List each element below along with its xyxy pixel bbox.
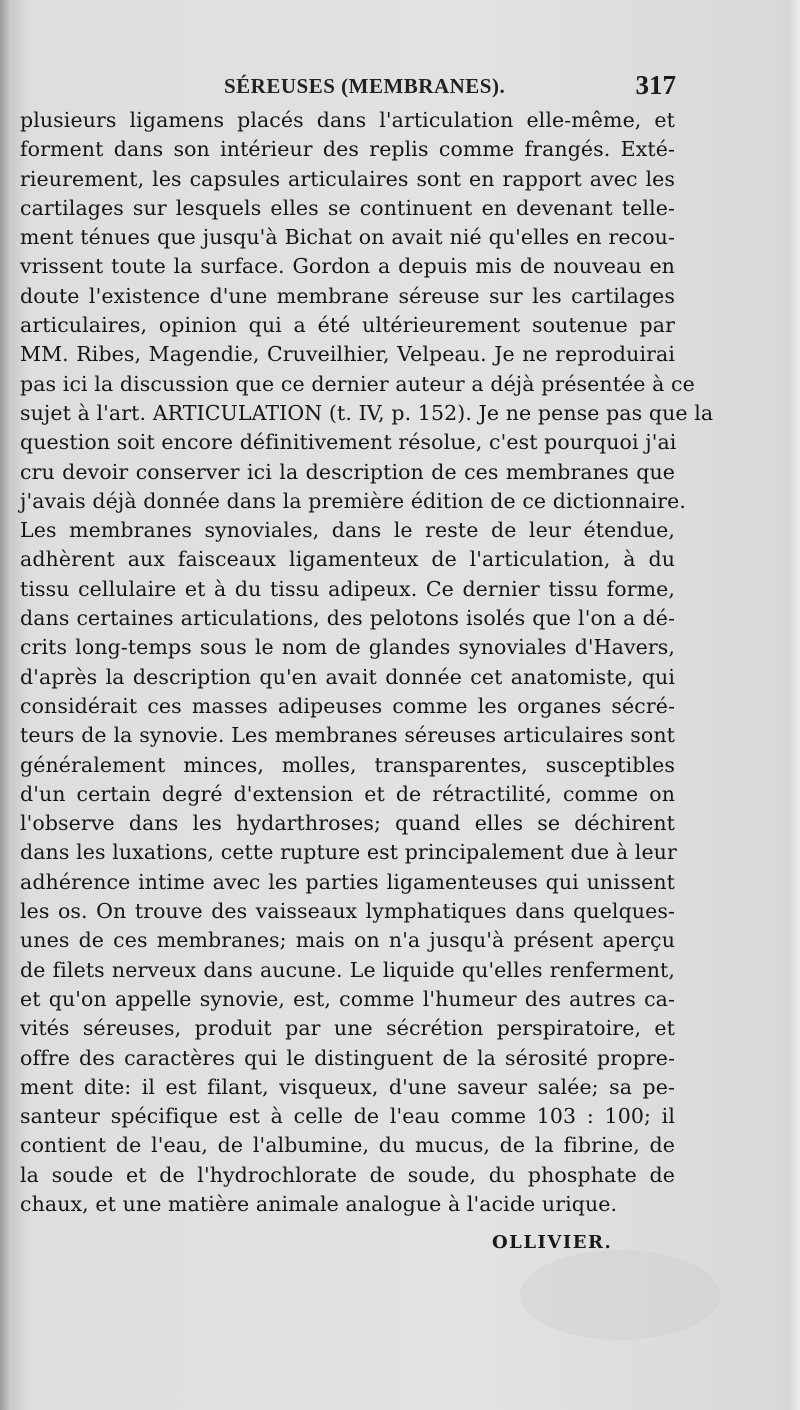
text-line: tissu cellulaire et à du tissu adipeux. Ce dernier tissu forme,	[20, 576, 675, 601]
text-line: doute l'existence d'une membrane séreuse sur les cartilages	[20, 283, 675, 308]
text-line: les os. On trouve des vaisseaux lymphatiques dans quelques-	[20, 899, 675, 924]
text-line: d'un certain degré d'extension et de rétractilité, comme on	[20, 781, 675, 806]
text-line: d'après la description qu'en avait donnée cet anatomiste, qui	[20, 664, 675, 689]
text-line: cru devoir conserver ici la description de ces membranes que	[20, 459, 675, 484]
text-line: teurs de la synovie. Les membranes séreuses articulaires sont	[20, 723, 675, 748]
text-line: la soude et de l'hydrochlorate de soude, du phosphate de	[20, 1162, 675, 1187]
text-line: et qu'on appelle synovie, est, comme l'humeur des autres ca-	[20, 986, 675, 1011]
text-line: offre des caractères qui le distinguent de la sérosité propre-	[20, 1045, 675, 1070]
text-line: sujet à l'art. ARTICULATION (t. IV, p. 152). Je ne pense pas que la	[20, 400, 714, 425]
body-text	[20, 106, 714, 1219]
text-line: rieurement, les capsules articulaires sont en rapport avec les	[20, 166, 675, 191]
text-line: dans certaines articulations, des pelotons isolés que l'on a dé-	[20, 606, 675, 631]
text-line: adhèrent aux faisceaux ligamenteux de l'articulation, à du	[20, 547, 675, 572]
text-line: de filets nerveux dans aucune. Le liquide qu'elles renferment,	[20, 957, 675, 982]
text-line: crits long-temps sous le nom de glandes synoviales d'Havers,	[20, 635, 675, 660]
paper-stain	[520, 1250, 720, 1340]
text-line: cartilages sur lesquels elles se continuent en devenant telle-	[20, 195, 675, 220]
page-header	[20, 70, 680, 108]
text-line: Les membranes synoviales, dans le reste de leur étendue,	[20, 518, 675, 543]
text-line: unes de ces membranes; mais on n'a jusqu'à présent aperçu	[20, 928, 675, 953]
text-line: santeur spécifique est à celle de l'eau comme 103 : 100; il	[20, 1104, 675, 1129]
text-line: question soit encore définitivement résolue, c'est pourquoi j'ai	[20, 430, 677, 455]
text-line: généralement minces, molles, transparentes, susceptibles	[20, 752, 675, 777]
text-line: chaux, et une matière animale analogue à l'acide urique.	[20, 1191, 618, 1216]
text-line: contient de l'eau, de l'albumine, du mucus, de la fibrine, de	[20, 1133, 675, 1158]
text-line: j'avais déjà donnée dans la première édition de ce dictionnaire.	[20, 488, 687, 513]
text-line: MM. Ribes, Magendie, Cruveilhier, Velpeau. Je ne reproduirai	[20, 342, 675, 367]
author-signature: OLLIVIER.	[492, 1232, 613, 1253]
text-line: ment ténues que jusqu'à Bichat on avait nié qu'elles en recou-	[20, 225, 675, 250]
text-line: plusieurs ligamens placés dans l'articulation elle-même, et	[20, 108, 675, 132]
text-line: dans les luxations, cette rupture est principalement due à leur	[20, 840, 677, 865]
text-line: forment dans son intérieur des replis comme frangés. Exté-	[20, 137, 675, 162]
text-line: vités séreuses, produit par une sécrétion perspiratoire, et	[20, 1016, 675, 1041]
text-line: ment dite: il est filant, visqueux, d'une saveur salée; sa pe-	[20, 1074, 675, 1099]
text-line: adhérence intime avec les parties ligamenteuses qui unissent	[20, 869, 675, 894]
text-line: l'observe dans les hydarthroses; quand elles se déchirent	[20, 811, 675, 836]
text-line: considérait ces masses adipeuses comme les organes sécré-	[20, 693, 675, 718]
page-number: 317	[635, 70, 676, 100]
text-line: articulaires, opinion qui a été ultérieurement soutenue par	[20, 313, 675, 338]
page-edge	[786, 0, 800, 1410]
running-head: SÉREUSES (MEMBRANES).	[224, 74, 506, 98]
text-line: pas ici la discussion que ce dernier auteur a déjà présentée à ce	[20, 371, 695, 396]
text-line: vrissent toute la surface. Gordon a depuis mis de nouveau en	[20, 254, 675, 279]
